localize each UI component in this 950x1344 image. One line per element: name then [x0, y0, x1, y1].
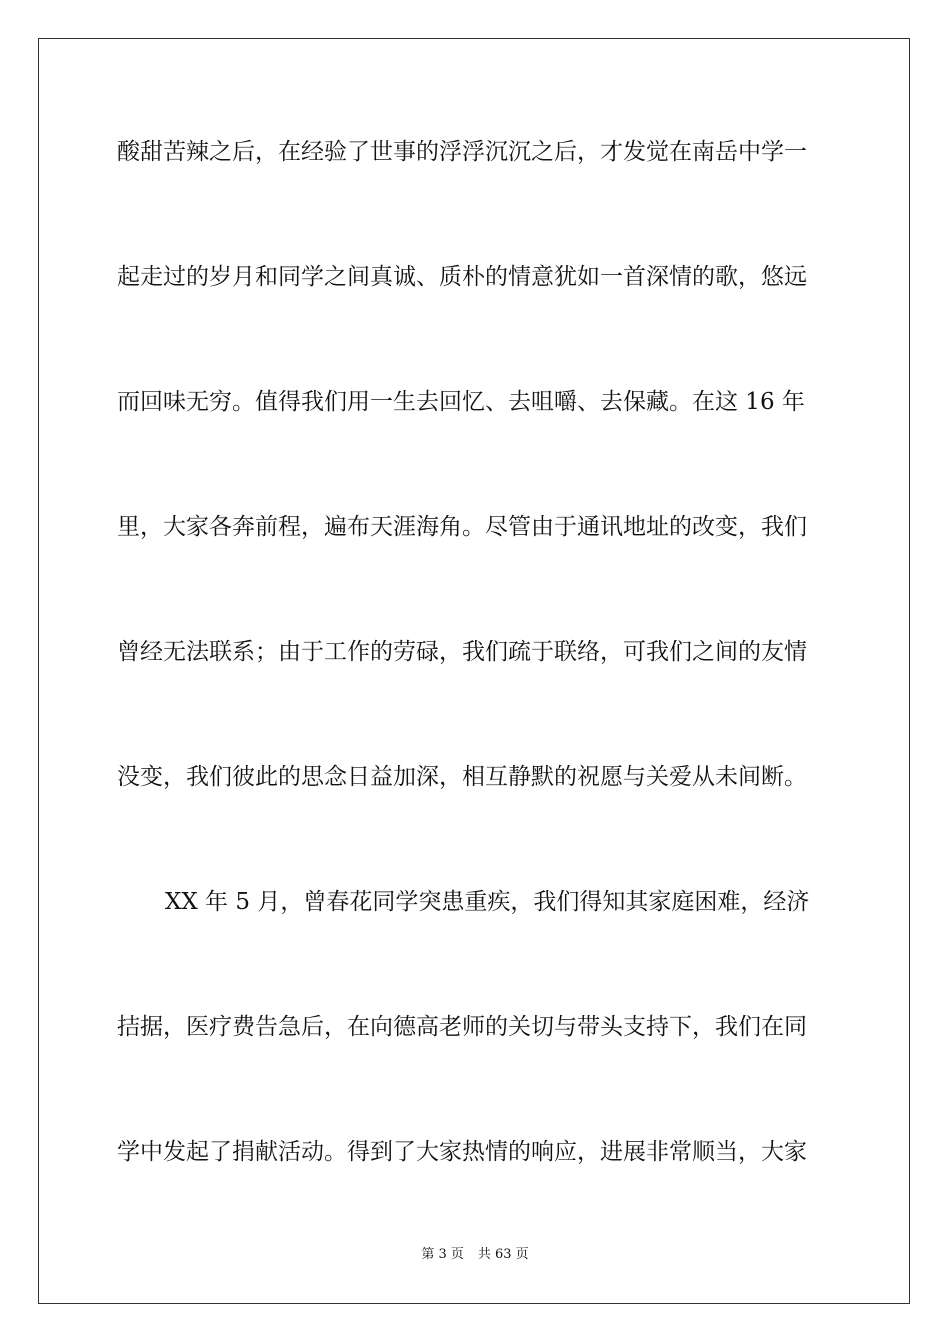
text-line-3: 而回味无穷。值得我们用一生去回忆、去咀嚼、去保藏。在这 16 年 — [117, 389, 805, 415]
text-line-6: 没变，我们彼此的思念日益加深，相互静默的祝愿与关爱从未间断。 — [117, 764, 807, 790]
text-line-1: 酸甜苦辣之后，在经验了世事的浮浮沉沉之后，才发觉在南岳中学一 — [117, 139, 807, 165]
text-line-5: 曾经无法联系；由于工作的劳碌，我们疏于联络，可我们之间的友情 — [117, 639, 807, 665]
text-line-2: 起走过的岁月和同学之间真诚、质朴的情意犹如一首深情的歌，悠远 — [117, 264, 807, 290]
page-footer — [0, 1246, 950, 1264]
total-pages: 共 63 页 — [477, 1247, 529, 1262]
text-line-7: XX 年 5 月，曾春花同学突患重疾，我们得知其家庭困难，经济 — [165, 889, 810, 915]
page-number: 第 3 页 — [421, 1247, 464, 1262]
text-line-8: 拮据，医疗费告急后，在向德高老师的关切与带头支持下，我们在同 — [117, 1014, 807, 1040]
text-line-9: 学中发起了捐献活动。得到了大家热情的响应，进展非常顺当，大家 — [117, 1139, 807, 1165]
text-line-4: 里，大家各奔前程，遍布天涯海角。尽管由于通讯地址的改变，我们 — [117, 514, 807, 540]
document-page — [38, 38, 910, 1304]
